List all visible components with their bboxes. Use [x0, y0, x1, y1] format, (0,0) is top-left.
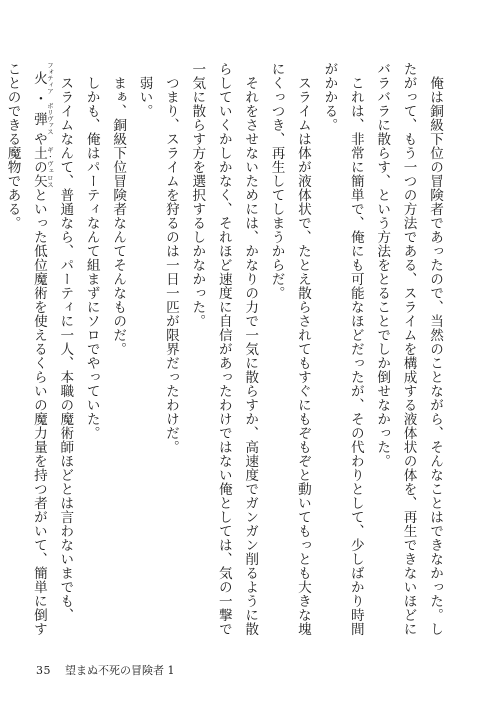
ruby-fire	[30, 62, 54, 95]
ruby-para-before: スライムなんて、普通なら、パーティに一人、本職の魔術師ほどとは言わないまでも、	[57, 75, 74, 622]
ruby-earth-arrow-reading: ギ・ヴェロス	[45, 146, 54, 188]
ruby-para-mid2: や	[30, 132, 47, 146]
paragraph-3: スライムは体が液体状で、たとえ散らされてもすぐにもぞもぞと動いてもっとも大きな塊にくっつき、再生してしまうからだ。	[268, 62, 311, 636]
vertical-body-text	[4, 62, 448, 640]
ruby-bullet-reading: ボリヴァス	[45, 102, 54, 135]
ruby-fire-base: 火	[30, 62, 47, 95]
paragraph-with-ruby	[0, 62, 78, 640]
paragraph-1: 俺は銅級下位の冒険者であったので、当然のことながら、そんなことはできなかった。したがって、もう一つの方法である、スライムを構成する液体状の体を、再生できないほどにバラバラに散らす、という方法をとることでしか倒せなかった。	[374, 62, 443, 636]
book-title: 望まぬ不死の冒険者 1	[65, 664, 175, 677]
paragraph-7: まぁ、銅級下位冒険者なんてそんなものだ。	[110, 75, 127, 356]
paragraph-5: つまり、スライムを狩るのは一日一匹が限界だったわけだ。	[162, 75, 179, 454]
ruby-para-after: といった低位魔術を使えるくらいの魔力量を持つ者がいて、簡単に倒すことのできる魔物である。	[4, 62, 47, 636]
ruby-bullet-base: 弾	[30, 102, 47, 135]
paragraph-4: それをさせないためには、かなりの力で一気に散らすか、高速度でガンガン削るように散らしていくかしかなく、それほど速度に自信があったわけではない俺としては、気の一撃で一気に散らす方を選択するしかなかった。	[189, 62, 259, 636]
paragraph-2: これは、非常に簡単で、俺にも可能なほどだったが、その代わりとして、少しばかり時間がかかる。	[321, 62, 364, 636]
ruby-fire-reading: フォティア	[45, 62, 54, 95]
page-number: 35	[36, 664, 51, 677]
paragraph-6: 弱い。	[136, 75, 153, 118]
ruby-bullet	[30, 102, 54, 135]
ruby-earth-arrow-base: 土の矢	[30, 146, 47, 188]
page-footer	[36, 662, 175, 678]
ruby-para-mid1: ・	[30, 91, 47, 106]
paragraph-8: しかも、俺はパーティなんて組まずにソロでやっていた。	[83, 75, 100, 440]
ruby-earth-arrow	[30, 146, 54, 188]
